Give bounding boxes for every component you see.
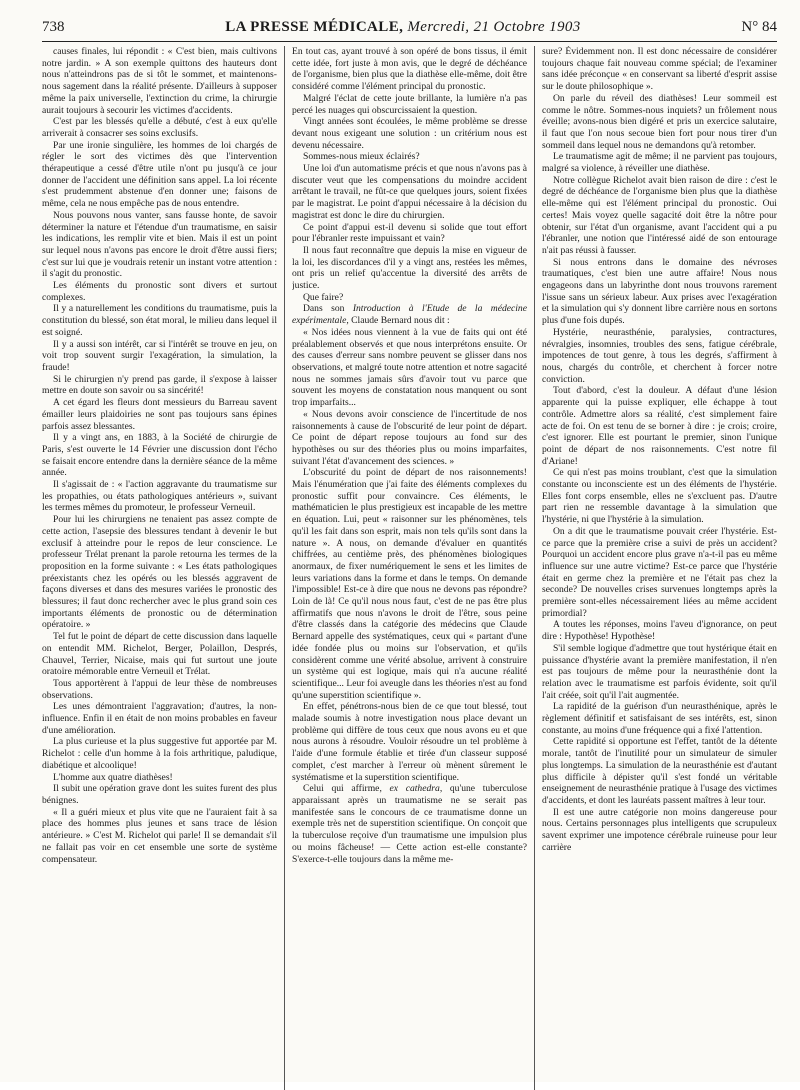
paragraph: Il est une autre catégorie non moins dangereuse pour nous. Certains personnages plus intelligents que scrupuleux savent exprimer une impotence cérébrale ruineuse pour leur carrière xyxy=(541,806,777,853)
paragraph: causes finales, lui répondit : « C'est bien, mais cultivons notre jardin. » A son exemple quittons des hauteurs dont nous n'atteindrons pas de si tôt le sommet, et maintenons-nous sagement dans la réalité présente. D'ailleurs à supposer même la paix universelle, l'extinction du crime, la chirurgie aurait toujours à secourir les victimes d'accidents. xyxy=(42,46,277,116)
paragraph: En tout cas, ayant trouvé à son opéré de bons tissus, il émit cette idée, fort juste à mon avis, que le degré de déchéance de l'organisme, bien plus que la diathèse elle-même, doit être considéré comme l'élément principal du pronostic. xyxy=(291,46,527,93)
paragraph: A toutes les réponses, moins l'aveu d'ignorance, on peut dire : Hypothèse! Hypothèse! xyxy=(541,619,777,643)
paragraph: Hystérie, neurasthénie, paralysies, contractures, névralgies, insomnies, troubles des sens, fatigue cérébrale, impotences de tout genre, à tous les degrés, s'affirment à nous, chargés du contrôle, et cherchent à forcer notre conviction. xyxy=(541,326,777,385)
paragraph: Cette rapidité si opportune est l'effet, tantôt de la détente morale, tantôt de l'inutilité pour un simulateur de simuler plus longtemps. La simulation de la neurasthénie est d'autant plus difficile à dépister qu'il s'est fondé un véritable enseignement de neurasthénie pratique à l'usage des victimes d'accidents, et dont les lauréats passent maîtres à leur tour. xyxy=(541,736,777,806)
paragraph: Ce qui n'est pas moins troublant, c'est que la simulation constante ou inconsciente est un des éléments de l'hystérie. Elles font corps ensemble, elles ne s'excluent pas. D'autre part rien ne ressemble davantage à la simulation que l'hystérie, ni que l'hystérie à la simulation. xyxy=(541,467,777,526)
paragraph: On a dit que le traumatisme pouvait créer l'hystérie. Est-ce parce que la première crise a suivi de près un accident? Pourquoi un accident encore plus grave n'a-t-il pas eu même influence sur une autre victime? Est-ce parce que l'hystérie était en germe chez la première et ne l'était pas chez la seconde? De nouvelles crises survenues longtemps après la première sont-elles nécessairement liées au même accident primordial? xyxy=(541,525,777,619)
paragraph: « Nos idées nous viennent à la vue de faits qui ont été préalablement observés et que nous interprétons ensuite. Or des causes d'erreur sans nombre peuvent se glisser dans nos observations, et malgré toute notre attention et notre sagacité nous ne sommes jamais sûrs d'avoir tout vu parce que souvent les moyens de constatation nous manquent ou sont trop imparfaits... xyxy=(291,326,527,409)
column-rule xyxy=(534,46,535,1090)
paragraph: Nous pouvons nous vanter, sans fausse honte, de savoir déterminer la nature et l'étendue d'un traumatisme, en saisir les indications, les remplir vite et bien. Mais il est un point sur lequel nous n'avons pas encore le droit d'être aussi fiers; c'est sur lui que je voudrais retenir un instant votre attention : il s'agit du pronostic. xyxy=(42,209,277,280)
page-header xyxy=(42,16,777,42)
paragraph: Si le chirurgien n'y prend pas garde, il s'expose à laisser mettre en doute son savoir ou sa sincérité! xyxy=(42,373,277,397)
paragraph: L'obscurité du point de départ de nos raisonnements! Mais l'énumération que j'ai faite des éléments complexes du pronostic suffit pour convaincre. Ces éléments, le mathématicien le plus prestigieux est incapable de les mettre en équation. Lui, peut « raisonner sur les phénomènes, tels qu'il les fait dans son esprit, mais non tels qu'ils sont dans la nature ». A nous, on demande d'évaluer en quantités chiffrées, au centième près, des phénomènes biologiques anormaux, de fixer numériquement le sens et les limites de leurs variations dans la forme et dans le temps. On demande l'impossible! Est-ce à dire que nous ne devons pas répondre? Loin de là! Ce qu'il nous nous faut, c'est de ne pas être plus affirmatifs que nous n'avons le droit de l'être, sous peine d'être classés dans la catégorie des médecins que Claude Bernard appelle des systématiques, ceux qui « partant d'une idée fondée plus ou moins sur l'observation, et qu'ils considèrent comme une vérité absolue, arrivent à construire un système qui est logique, mais qui n'a aucune réalité scientifique... Leur foi aveugle dans les théories n'est au fond qu'une superstition scientifique ». xyxy=(291,467,527,701)
column-rule xyxy=(284,46,285,1090)
paragraph: sure? Évidemment non. Il est donc nécessaire de considérer toujours chaque fait nouveau comme spécial; de l'examiner sans idée préconçue « en conservant sa liberté d'esprit assise sur le doute philosophique ». xyxy=(541,46,777,93)
column-1 xyxy=(42,46,277,1090)
paragraph: Une loi d'un automatisme précis et que nous n'avons pas à discuter veut que les compensations du moindre accident arrêtant le travail, ne fût-ce que quelques jours, soient fixées par le magistrat. Le point d'appui nécessaire à la décision du magistrat est donc le dire du chirurgien. xyxy=(291,163,527,221)
paragraph: Tel fut le point de départ de cette discussion dans laquelle on entendit MM. Richelot, Berger, Polaillon, Després, Chauvel, Terrier, Nicaise, mais qui fut surtout une joute oratoire mémorable entre Verneuil et Trélat. xyxy=(42,631,277,678)
paragraph: Il y a vingt ans, en 1883, à la Société de chirurgie de Paris, s'est ouverte le 14 Février une discussion dont l'écho se faisait encore entendre dans la dernière séance de la même année. xyxy=(42,432,277,479)
paragraph: Il nous faut reconnaître que depuis la mise en vigueur de la loi, les discordances d'il y a vingt ans, restées les mêmes, ont pris un relief qu'accentue la diversité des arrêts de justice. xyxy=(291,244,527,292)
paragraph: Tout d'abord, c'est la douleur. A défaut d'une lésion apparente qui la puisse expliquer, elle échappe à tout contrôle. Admettre alors sa réalité, c'est simplement faire acte de foi. On est tenu de se borner à dire : je crois; croire, c'est ignorer. Elle est pourtant le premier, sinon l'unique point de départ de nos raisonnements. C'est notre fil d'Ariane! xyxy=(541,385,777,467)
issue-number: N° 84 xyxy=(741,19,777,35)
masthead xyxy=(225,16,581,38)
paragraph: Il y a naturellement les conditions du traumatisme, puis la constitution du blessé, son état moral, le milieu dans lequel il est soigné. xyxy=(42,303,277,338)
paragraph: S'il semble logique d'admettre que tout hystérique était en puissance d'hystérie avant la première manifestation, il n'en est pas toujours de même pour la neurasthénie dont la relation avec le traumatisme est parfois évidente, soit qu'il l'ait créée, soit qu'il l'ait augmentée. xyxy=(541,642,777,701)
paragraph: Celui qui affirme, ex cathedra, qu'une tuberculose apparaissant après un traumatisme ne se serait pas manifestée sans le concours de ce traumatisme donne un exemple très net de superstition scientifique. On conçoit que la tuberculose reçoive d'un traumatisme une impulsion plus ou moins fâcheuse! — Cette action est-elle constante? S'exerce-t-elle toujours dans la même me- xyxy=(291,783,527,865)
column-2 xyxy=(292,46,527,1090)
paragraph: Les unes démontraient l'aggravation; d'autres, la non-influence. Enfin il en était de non moins probables en faveur d'une amélioration. xyxy=(42,701,277,736)
paragraph: En effet, pénétrons-nous bien de ce que tout blessé, tout malade soumis à notre investigation nous place devant un problème qui diffère de tous ceux que nous avons eu et que nous aurons à résoudre. Vouloir résoudre un tel problème à l'aide d'une formule établie et tirée d'un classeur supposé complet, c'est marcher à l'erreur où mènent sûrement le systématisme et la superstition scientifique. xyxy=(291,701,527,783)
paragraph: L'homme aux quatre diathèses! xyxy=(53,771,173,783)
paragraph: Ce point d'appui est-il devenu si solide que tout effort pour l'ébranler reste impuissant et vain? xyxy=(291,221,527,245)
paragraph: Il y a aussi son intérêt, car si l'intérêt se trouve en jeu, on voit trop souvent surgir l'exagération, la simulation, la fraude! xyxy=(42,338,277,373)
paragraph: On parle du réveil des diathèses! Leur sommeil est comme le nôtre. Sommes-nous inquiets? un frôlement nous éveille; avons-nous bien digéré et pris un exercice salutaire, il faut que l'on nous secoue bien fort pour nous tirer d'un sommeil dans lequel nous ne demandons qu'à retomber. xyxy=(541,92,777,151)
paragraph: Les éléments du pronostic sont divers et surtout complexes. xyxy=(42,280,277,303)
paragraph: Dans son Introduction à l'Etude de la médecine expérimentale, Claude Bernard nous dit : xyxy=(291,303,527,327)
column-3 xyxy=(542,46,777,1090)
paragraph: Tous apportèrent à l'appui de leur thèse de nombreuses observations. xyxy=(42,677,277,701)
paragraph: Notre collègue Richelot avait bien raison de dire : c'est le degré de déchéance de l'organisme bien plus que la diathèse elle-même qui est l'élément principal du pronostic. Oui certes! Mais voyez quelle sagacité doit être la nôtre pour obtenir, sur l'état d'un organisme, avant l'accident qui a pu l'ébranler, une notion que l'intéressé aidé de son entourage n'ait pas réussi à fausser. xyxy=(541,174,777,256)
paragraph: Le traumatisme agit de même; il ne parvient pas toujours, malgré sa violence, à réveiller une diathèse. xyxy=(541,151,777,175)
paragraph: « Il a guéri mieux et plus vite que ne l'auraient fait à sa place des hommes plus jeunes et sans trace de lésion antérieure. » C'est M. Richelot qui parle! Il se demandait s'il ne fallait pas voir en cet ensemble une sorte de système compensateur. xyxy=(42,806,277,865)
paragraph: C'est par les blessés qu'elle a débuté, c'est à eux qu'elle arriverait à consacrer ses soins exclusifs. xyxy=(42,116,277,139)
paragraph: Sommes-nous mieux éclairés? xyxy=(302,151,420,163)
issue-date: Mercredi, 21 Octobre 1903 xyxy=(407,19,581,35)
paragraph: Que faire? xyxy=(302,291,344,303)
text-columns xyxy=(42,46,777,1090)
paragraph: Par une ironie singulière, les hommes de loi chargés de régler le sort des victimes dès que l'intervention thérapeutique a cessé d'être utile n'ont pu jusqu'à ce jour donner de l'accident une définition sans appel. La loi récente s'est prudemment abstenue d'en donner une; faisons de même, cela ne nous empêche pas de nous entendre. xyxy=(42,139,277,210)
paragraph: Vingt années sont écoulées, le même problème se dresse devant nous exigeant une solution : un critérium nous est devenu nécessaire. xyxy=(291,116,527,151)
paragraph: A cet égard les fleurs dont messieurs du Barreau savent émailler leurs plaidoiries ne sont pas toujours sans épines parfois assez blessantes. xyxy=(42,397,277,432)
paragraph: La rapidité de la guérison d'un neurasthénique, après le règlement définitif et satisfaisant de ses intérêts, est, sinon constante, au moins d'une fréquence qui a fixé l'attention. xyxy=(541,701,777,736)
page-number: 738 xyxy=(42,19,65,35)
publication-name: LA PRESSE MÉDICALE, xyxy=(225,19,404,35)
paragraph: Malgré l'éclat de cette joute brillante, la lumière n'a pas percé les nuages qui obscurcissaient la question. xyxy=(291,92,527,116)
paragraph: La plus curieuse et la plus suggestive fut apportée par M. Richelot : celle d'un homme à la fois arthritique, paludique, diabétique et alcoolique! xyxy=(42,736,277,771)
paragraph: « Nous devons avoir conscience de l'incertitude de nos raisonnements à cause de l'obscurité de leur point de départ. Ce point de départ repose toujours au fond sur des hypothèses ou sur des théories plus ou moins imparfaites, suivant l'état d'avancement des sciences. » xyxy=(291,408,527,467)
paragraph: Pour lui les chirurgiens ne tenaient pas assez compte de cette action, l'asepsie des blessures tendant à devenir le but exclusif à atteindre pour le repos de leur conscience. Le professeur Trélat prenant la parole retourna les termes de la proposition en la forme suivante : « Les états pathologiques préexistants chez les opérés ou les blessés aggravent de façons diverses et dans des mesures variées le pronostic des blessures; il faut donc rechercher avec le plus grand soin ces importants éléments de pronostic ou de détermination opératoire. » xyxy=(42,514,277,631)
paragraph: Si nous entrons dans le domaine des névroses traumatiques, c'est bien une autre affaire! Nous nous engageons dans un labyrinthe dont nous trouvons rarement l'issue sans un sérieux labeur. Aux prises avec l'exagération et la simulation qui s'y donnent libre carrière nous en sortons plus d'une fois dupés. xyxy=(541,256,777,327)
paragraph: Il s'agissait de : « l'action aggravante du traumatisme sur les propathies, ou états pathologiques antérieurs », suivant les termes mêmes du promoteur, le professeur Verneuil. xyxy=(42,479,277,514)
paragraph: Il subit une opération grave dont les suites furent des plus bénignes. xyxy=(42,783,277,806)
